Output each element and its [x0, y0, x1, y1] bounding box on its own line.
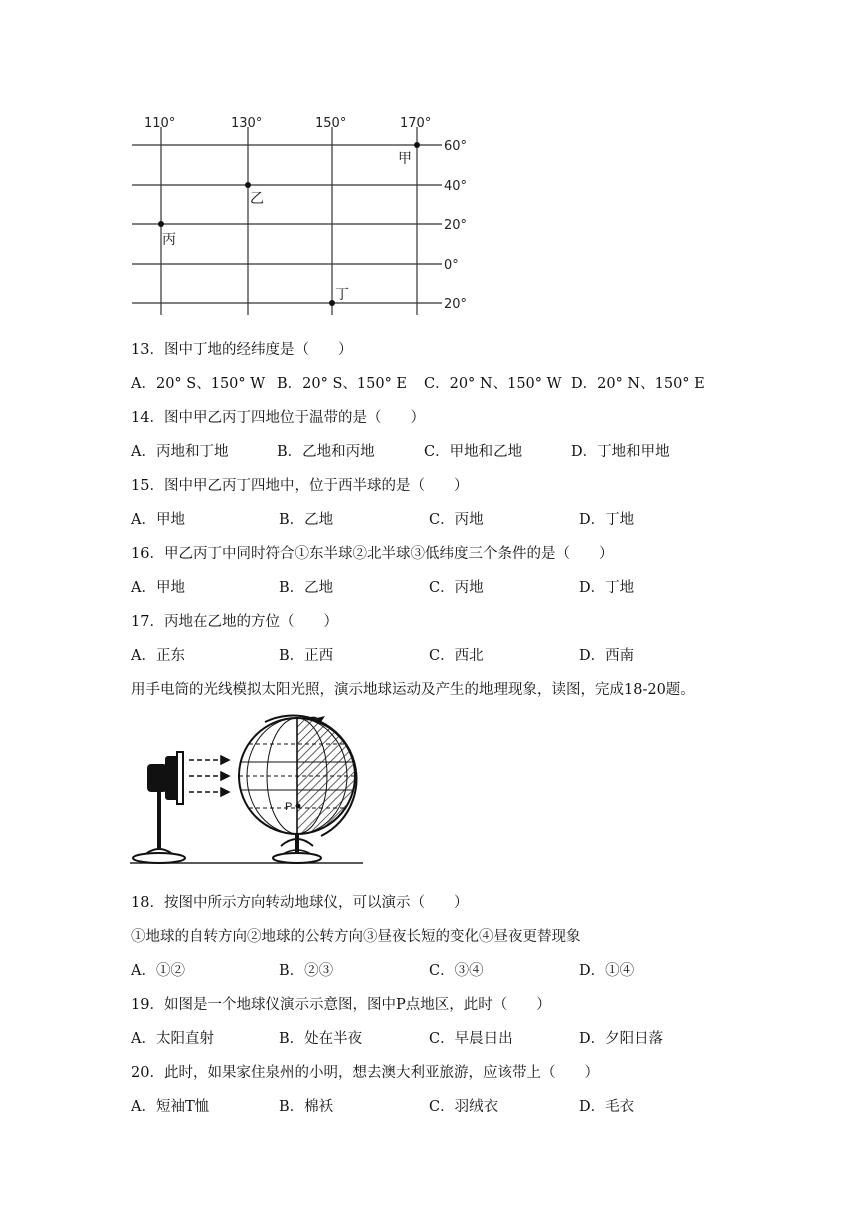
- point-yi-marker: [245, 182, 251, 188]
- option-a: A．正东: [131, 648, 185, 664]
- globe-flashlight-figure: [125, 712, 370, 870]
- option-b: B．乙地: [279, 580, 334, 596]
- option-c: C．甲地和乙地: [424, 444, 523, 460]
- question-16-stem: 16．甲乙丙丁中同时符合①东半球②北半球③低纬度三个条件的是（ ）: [131, 546, 614, 562]
- point-bing-marker: [158, 221, 164, 227]
- globe-point-p-label: P: [285, 801, 293, 813]
- option-d: D．①④: [579, 963, 635, 979]
- question-14-stem: 14．图中甲乙丙丁四地位于温带的是（ ）: [131, 410, 425, 426]
- option-a: A．甲地: [131, 580, 185, 596]
- point-jia-marker: [414, 142, 420, 148]
- option-b: B．乙地和丙地: [277, 444, 375, 460]
- option-d: D．西南: [579, 648, 635, 664]
- latitude-label: 0°: [444, 258, 459, 273]
- option-c: C．丙地: [429, 580, 484, 596]
- latitude-label: 20°: [444, 297, 468, 312]
- question-19-stem: 19．如图是一个地球仪演示示意图，图中P点地区，此时（ ）: [131, 997, 551, 1013]
- point-bing-label: 丙: [162, 232, 176, 248]
- question-20-stem: 20．此时，如果家住泉州的小明，想去澳大利亚旅游，应该带上（ ）: [131, 1065, 599, 1081]
- latitude-label: 20°: [444, 218, 468, 233]
- option-c: C．羽绒衣: [429, 1099, 499, 1115]
- latitude-label: 40°: [444, 179, 468, 194]
- option-b: B．②③: [279, 963, 334, 979]
- option-b: B．处在半夜: [279, 1031, 363, 1047]
- longitude-label: 170°: [400, 116, 432, 131]
- option-a: A．太阳直射: [131, 1031, 214, 1047]
- option-b: B．乙地: [279, 512, 334, 528]
- option-b: B．20° S、150° E: [277, 376, 408, 392]
- question-17-stem: 17．丙地在乙地的方位（ ）: [131, 614, 338, 630]
- longitude-label: 110°: [144, 116, 176, 131]
- option-d: D．夕阳日落: [579, 1031, 664, 1047]
- point-jia-label: 甲: [398, 151, 412, 167]
- question-18-stem: 18．按图中所示方向转动地球仪，可以演示（ ）: [131, 895, 469, 911]
- option-a: A．甲地: [131, 512, 185, 528]
- option-a: A．20° S、150° W: [131, 376, 266, 392]
- option-b: B．正西: [279, 648, 334, 664]
- option-a: A．短袖T恤: [131, 1099, 210, 1115]
- option-a: A．丙地和丁地: [131, 444, 229, 460]
- question-13-stem: 13．图中丁地的经纬度是（ ）: [131, 342, 353, 358]
- longitude-label: 130°: [231, 116, 263, 131]
- flashlight-icon: [133, 752, 185, 863]
- option-a: A．①②: [131, 963, 185, 979]
- option-d: D．丁地和甲地: [571, 444, 670, 460]
- option-d: D．丁地: [579, 580, 635, 596]
- option-c: C．③④: [429, 963, 484, 979]
- option-d: D．丁地: [579, 512, 635, 528]
- light-rays-icon: [189, 756, 229, 796]
- longitude-label: 150°: [315, 116, 347, 131]
- option-c: C．西北: [429, 648, 484, 664]
- question-18-statements: ①地球的自转方向②地球的公转方向③昼夜长短的变化④昼夜更替现象: [131, 929, 581, 945]
- question-15-stem: 15．图中甲乙丙丁四地中，位于西半球的是（ ）: [131, 478, 469, 494]
- option-c: C．20° N、150° W: [424, 376, 562, 392]
- point-yi-label: 乙: [250, 191, 264, 207]
- option-c: C．丙地: [429, 512, 484, 528]
- option-c: C．早晨日出: [429, 1031, 513, 1047]
- globe-icon: [239, 715, 357, 863]
- option-d: D．毛衣: [579, 1099, 635, 1115]
- latitude-label: 60°: [444, 139, 468, 154]
- point-ding-label: 丁: [335, 287, 349, 303]
- option-d: D．20° N、150° E: [571, 376, 705, 392]
- lat-long-grid-figure: [120, 105, 500, 320]
- intro-18-20: 用手电筒的光线模拟太阳光照，演示地球运动及产生的地理现象，读图，完成18-20题。: [131, 682, 695, 698]
- option-b: B．棉袄: [279, 1099, 334, 1115]
